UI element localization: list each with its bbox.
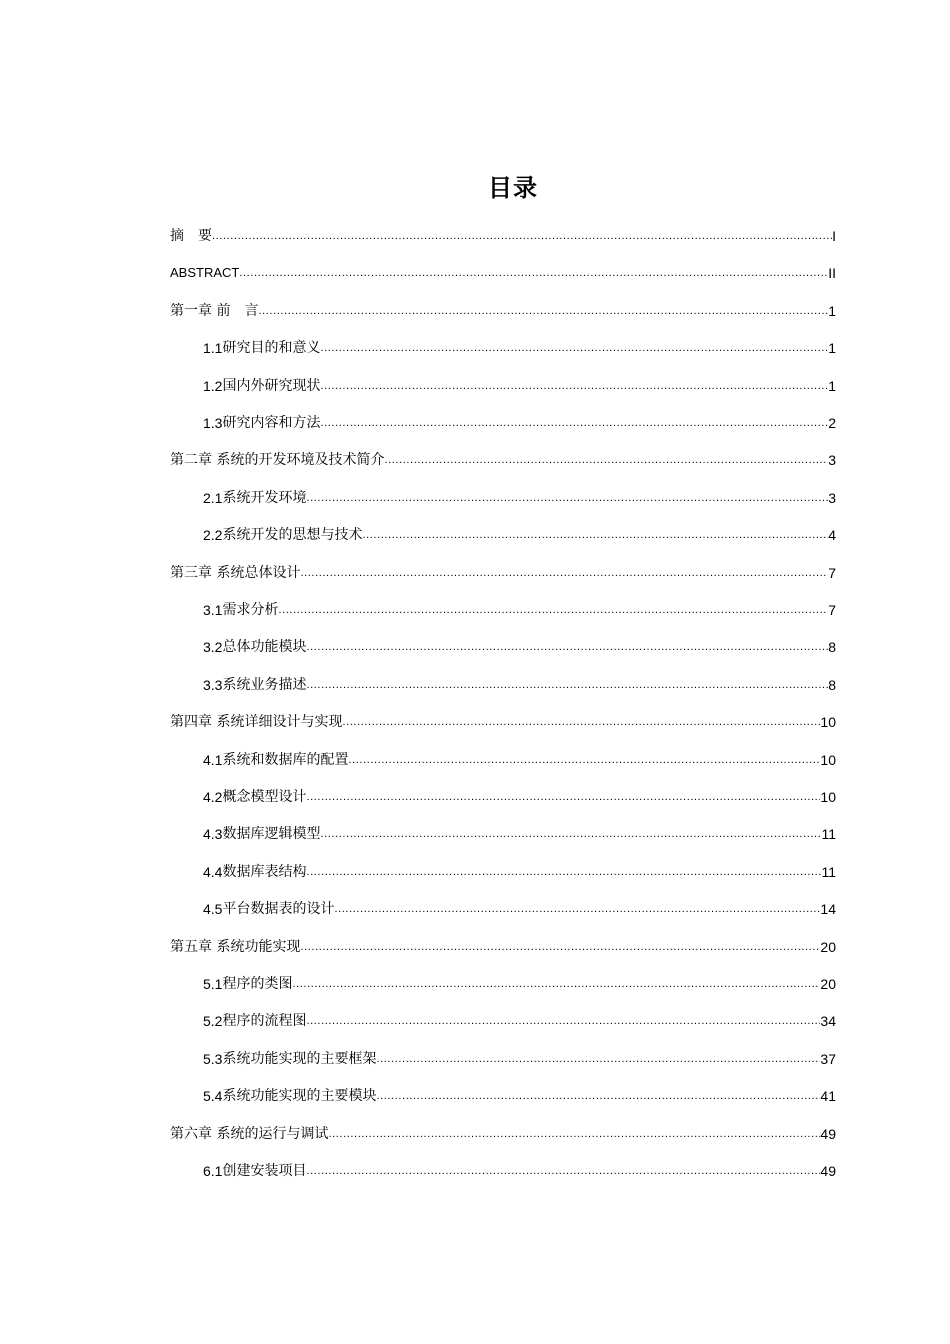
toc-page-number: 34 <box>820 1013 836 1029</box>
toc-section-entry[interactable] <box>203 749 836 769</box>
toc-page-number: 3 <box>828 490 836 506</box>
toc-section-entry[interactable] <box>203 1048 836 1068</box>
toc-dot-leader <box>300 938 820 956</box>
toc-dot-leader <box>328 1125 820 1143</box>
toc-chapter-entry[interactable] <box>170 936 836 956</box>
toc-section-number: 4.5 <box>203 901 223 917</box>
toc-page-number: I <box>832 228 836 244</box>
toc-entry-label: 系统开发的思想与技术 <box>222 527 363 543</box>
toc-dot-leader <box>342 713 820 731</box>
toc-page-number: 4 <box>828 527 836 543</box>
toc-dot-leader <box>376 1087 820 1105</box>
toc-dot-leader <box>306 676 828 694</box>
toc-page-number: 10 <box>820 789 836 805</box>
toc-section-number: 6.1 <box>203 1163 223 1179</box>
toc-chapter-entry[interactable] <box>170 262 836 282</box>
toc-page-number: 1 <box>828 340 836 356</box>
toc-section-entry[interactable] <box>203 1085 836 1105</box>
toc-dot-leader <box>334 900 820 918</box>
toc-section-entry[interactable] <box>203 823 836 843</box>
toc-dot-leader <box>212 227 832 245</box>
toc-section-entry[interactable] <box>203 861 836 881</box>
toc-entry-label: 总体功能模块 <box>222 639 307 655</box>
toc-entry-label: 程序的类图 <box>222 976 293 992</box>
toc-section-entry[interactable] <box>203 1010 836 1030</box>
toc-section-number: 4.3 <box>203 826 223 842</box>
toc-entry-label: 第三章 系统总体设计 <box>170 565 301 581</box>
toc-section-entry[interactable] <box>203 599 836 619</box>
toc-chapter-entry[interactable] <box>170 711 836 731</box>
toc-page-number: 1 <box>828 303 836 319</box>
toc-section-entry[interactable] <box>203 1160 836 1180</box>
toc-section-number: 5.4 <box>203 1088 223 1104</box>
toc-section-entry[interactable] <box>203 898 836 918</box>
toc-entry-label: 第六章 系统的运行与调试 <box>170 1126 329 1142</box>
toc-dot-leader <box>348 751 820 769</box>
toc-dot-leader <box>362 526 828 544</box>
toc-page-number: II <box>828 265 836 281</box>
toc-section-number: 4.4 <box>203 864 223 880</box>
page-title: 目录 <box>488 174 538 202</box>
toc-dot-leader <box>306 638 828 656</box>
toc-chapter-entry[interactable] <box>170 562 836 582</box>
toc-entry-label: 数据库逻辑模型 <box>222 826 321 842</box>
toc-section-entry[interactable] <box>203 524 836 544</box>
toc-page-number: 1 <box>828 378 836 394</box>
toc-page-number: 49 <box>820 1126 836 1142</box>
toc-page-number: 2 <box>828 415 836 431</box>
toc-page-number: 8 <box>828 677 836 693</box>
toc-entry-label: 系统业务描述 <box>222 677 307 693</box>
toc-chapter-entry[interactable] <box>170 225 836 245</box>
toc-section-number: 5.2 <box>203 1013 223 1029</box>
toc-dot-leader <box>306 1012 820 1030</box>
toc-section-number: 1.1 <box>203 340 223 356</box>
toc-page-number: 20 <box>820 939 836 955</box>
toc-section-entry[interactable] <box>203 786 836 806</box>
toc-dot-leader <box>320 339 828 357</box>
toc-section-number: 3.3 <box>203 677 223 693</box>
toc-page-number: 11 <box>821 864 836 880</box>
toc-entry-label: 系统开发环境 <box>222 490 307 506</box>
toc-chapter-entry[interactable] <box>170 1123 836 1143</box>
toc-entry-label: 第五章 系统功能实现 <box>170 939 301 955</box>
toc-dot-leader <box>278 601 828 619</box>
toc-dot-leader <box>320 825 821 843</box>
toc-entry-label: 研究内容和方法 <box>222 415 321 431</box>
toc-section-number: 2.1 <box>203 490 223 506</box>
toc-section-number: 5.1 <box>203 976 223 992</box>
toc-entry-label: 系统和数据库的配置 <box>222 752 349 768</box>
toc-section-entry[interactable] <box>203 337 836 357</box>
toc-entry-label: 平台数据表的设计 <box>222 901 335 917</box>
toc-dot-leader <box>306 863 821 881</box>
toc-page-number: 37 <box>820 1051 836 1067</box>
toc-entry-label: 需求分析 <box>222 602 279 618</box>
toc-dot-leader <box>320 414 828 432</box>
toc-section-number: 1.2 <box>203 378 223 394</box>
toc-dot-leader <box>300 564 828 582</box>
toc-section-entry[interactable] <box>203 375 836 395</box>
toc-section-number: 3.2 <box>203 639 223 655</box>
toc-page-number: 11 <box>821 826 836 842</box>
toc-entry-label: 系统功能实现的主要框架 <box>222 1051 377 1067</box>
toc-page-number: 7 <box>828 602 836 618</box>
toc-entry-label: 第二章 系统的开发环境及技术简介 <box>170 452 385 468</box>
toc-dot-leader <box>292 975 820 993</box>
toc-section-number: 4.1 <box>203 752 223 768</box>
toc-section-number: 2.2 <box>203 527 223 543</box>
toc-chapter-entry[interactable] <box>170 300 836 320</box>
toc-page-number: 49 <box>820 1163 836 1179</box>
toc-page-number: 14 <box>820 901 836 917</box>
toc-section-number: 3.1 <box>203 602 223 618</box>
toc-entry-label: 第一章 前 言 <box>170 303 259 319</box>
toc-page-number: 10 <box>820 752 836 768</box>
toc-dot-leader <box>320 377 828 395</box>
toc-dot-leader <box>384 451 828 469</box>
toc-section-entry[interactable] <box>203 636 836 656</box>
toc-dot-leader <box>306 788 820 806</box>
toc-dot-leader <box>258 302 828 320</box>
toc-section-number: 1.3 <box>203 415 223 431</box>
toc-entry-label: 摘 要 <box>170 228 212 244</box>
toc-page-number: 3 <box>828 452 836 468</box>
toc-entry-label: 概念模型设计 <box>222 789 307 805</box>
toc-entry-label: 创建安装项目 <box>222 1163 307 1179</box>
toc-page-number: 7 <box>828 565 836 581</box>
toc-entry-label: 系统功能实现的主要模块 <box>222 1088 377 1104</box>
toc-chapter-entry[interactable] <box>170 449 836 469</box>
toc-entry-label: 数据库表结构 <box>222 864 307 880</box>
toc-page-number: 10 <box>820 714 836 730</box>
toc-section-entry[interactable] <box>203 412 836 432</box>
toc-entry-label: 国内外研究现状 <box>222 378 321 394</box>
toc-section-entry[interactable] <box>203 674 836 694</box>
toc-section-number: 5.3 <box>203 1051 223 1067</box>
toc-section-entry[interactable] <box>203 487 836 507</box>
toc-entry-label: 研究目的和意义 <box>222 340 321 356</box>
toc-dot-leader <box>376 1050 820 1068</box>
toc-dot-leader <box>239 264 828 282</box>
toc-dot-leader <box>306 489 828 507</box>
toc-section-entry[interactable] <box>203 973 836 993</box>
toc-page-number: 41 <box>820 1088 836 1104</box>
toc-entry-label: 程序的流程图 <box>222 1013 307 1029</box>
toc-section-number: 4.2 <box>203 789 223 805</box>
toc-entry-label: ABSTRACT <box>170 265 240 280</box>
toc-page-number: 20 <box>820 976 836 992</box>
toc-page-number: 8 <box>828 639 836 655</box>
toc-entry-label: 第四章 系统详细设计与实现 <box>170 714 343 730</box>
toc-dot-leader <box>306 1162 820 1180</box>
